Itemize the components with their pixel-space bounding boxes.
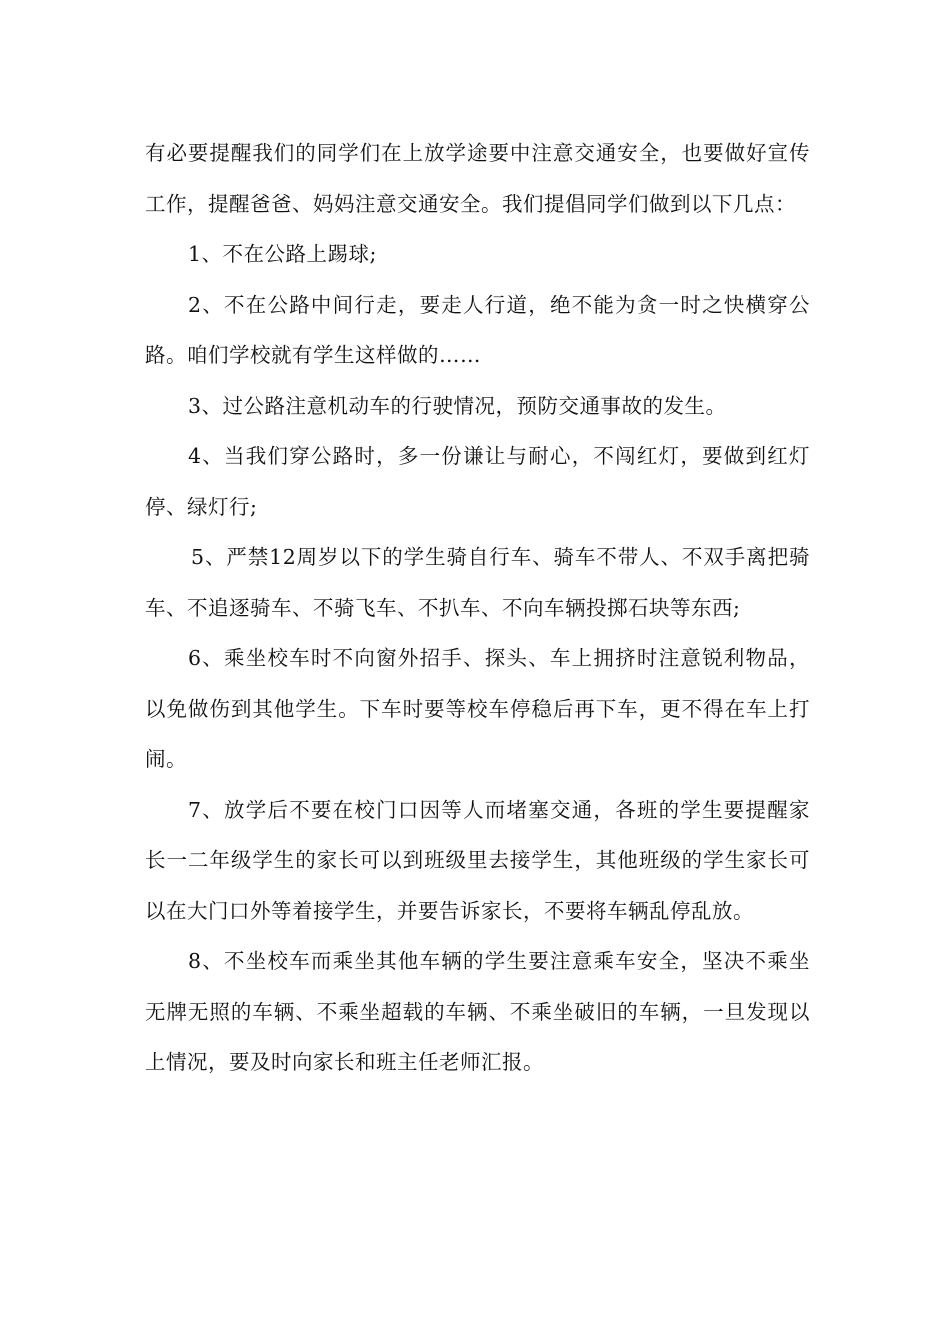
list-item-8: 8、不坐校车而乘坐其他车辆的学生要注意乘车安全，坚决不乘坐无牌无照的车辆、不乘坐超载的车辆、不乘坐破旧的车辆，一旦发现以上情况，要及时向家长和班主任老师汇报。 xyxy=(145,949,810,1074)
list-item-6: 6、乘坐校车时不向窗外招手、探头、车上拥挤时注意锐利物品，以免做伤到其他学生。下车时要等校车停稳后再下车，更不得在车上打闹。 xyxy=(145,646,810,771)
list-item-7: 7、放学后不要在校门口因等人而堵塞交通，各班的学生要提醒家长一二年级学生的家长可以到班级里去接学生，其他班级的学生家长可以在大门口外等着接学生，并要告诉家长，不要将车辆乱停乱放。 xyxy=(145,797,810,923)
list-item-2: 2、不在公路中间行走，要走人行道，绝不能为贪一时之快横穿公路。咱们学校就有学生这样做的…… xyxy=(145,292,810,367)
list-item-4: 4、当我们穿公路时，多一份谦让与耐心，不闯红灯，要做到红灯停、绿灯行; xyxy=(145,444,810,519)
list-item-1: 1、不在公路上踢球; xyxy=(188,242,377,266)
intro-paragraph: 有必要提醒我们的同学们在上放学途要中注意交通安全，也要做好宣传工作，提醒爸爸、妈妈注意交通安全。我们提倡同学们做到以下几点： xyxy=(145,141,810,216)
list-item-5: 5、严禁12周岁以下的学生骑自行车、骑车不带人、不双手离把骑车、不追逐骑车、不骑飞车、不扒车、不向车辆投掷石块等东西; xyxy=(145,545,810,620)
list-item-3: 3、过公路注意机动车的行驶情况，预防交通事故的发生。 xyxy=(188,393,727,418)
document-body xyxy=(145,128,810,1088)
